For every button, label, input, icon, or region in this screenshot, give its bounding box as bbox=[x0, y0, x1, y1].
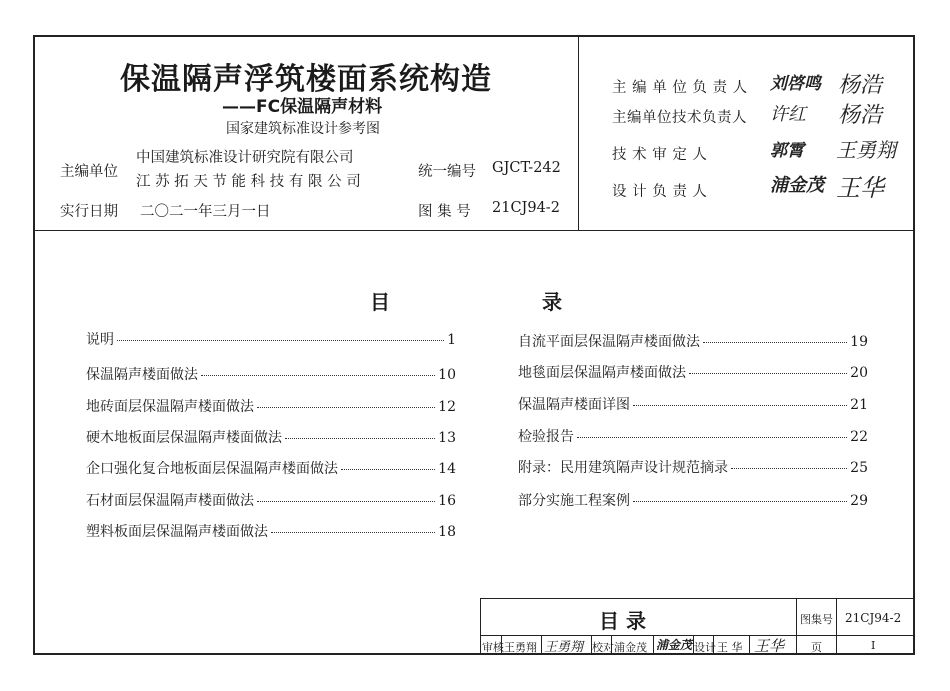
toc-entry-page: 20 bbox=[850, 365, 868, 381]
atlas-number: 21CJ94-2 bbox=[492, 200, 560, 216]
tb-design-label: 设计 bbox=[694, 641, 716, 654]
signature-2a: 许红 bbox=[770, 104, 806, 125]
unified-number: GJCT-242 bbox=[492, 160, 561, 176]
toc-leader bbox=[633, 501, 847, 502]
signature-3a: 郭霄 bbox=[770, 141, 804, 161]
toc-entry-title: 塑料板面层保温隔声楼面做法 bbox=[86, 524, 268, 540]
toc-heading-right: 录 bbox=[542, 290, 562, 314]
tb-page-number: I bbox=[871, 639, 876, 652]
toc-entry-page: 29 bbox=[850, 493, 868, 509]
document-title: 保温隔声浮筑楼面系统构造 bbox=[120, 62, 492, 97]
toc-entry-title: 检验报告 bbox=[518, 429, 574, 445]
tb-designer: 王 华 bbox=[717, 641, 743, 654]
toc-entry-page: 22 bbox=[850, 429, 868, 445]
tb-atlas-label: 图集号 bbox=[800, 613, 833, 626]
toc-entry[interactable] bbox=[518, 394, 868, 414]
toc-entry-title: 说明 bbox=[86, 332, 114, 348]
signature-1b: 杨浩 bbox=[838, 73, 883, 98]
toc-entry-title: 硬木地板面层保温隔声楼面做法 bbox=[86, 430, 282, 446]
toc-entry-page: 19 bbox=[850, 334, 868, 350]
toc-entry-title: 自流平面层保温隔声楼面做法 bbox=[518, 334, 700, 350]
toc-entry[interactable] bbox=[518, 426, 868, 446]
toc-leader bbox=[285, 438, 435, 439]
tb-page-label: 页 bbox=[811, 641, 822, 654]
header-vertical-divider bbox=[578, 35, 579, 231]
signature-4a: 浦金茂 bbox=[770, 175, 824, 196]
toc-leader bbox=[117, 340, 444, 341]
toc-entry[interactable] bbox=[518, 457, 868, 477]
toc-entry-title: 附录：民用建筑隔声设计规范摘录 bbox=[518, 460, 728, 476]
toc-entry-page: 25 bbox=[850, 460, 868, 476]
toc-leader bbox=[731, 468, 847, 469]
toc-leader bbox=[201, 375, 435, 376]
toc-entry-title: 保温隔声楼面详图 bbox=[518, 397, 630, 413]
editor-org-1: 中国建筑标准设计研究院有限公司 bbox=[136, 150, 354, 166]
title-block bbox=[480, 598, 913, 653]
toc-leader bbox=[341, 469, 435, 470]
document-subtitle: ——FC保温隔声材料 bbox=[222, 97, 383, 117]
date-label: 实行日期 bbox=[60, 204, 118, 220]
toc-entry[interactable] bbox=[86, 458, 456, 478]
toc-leader bbox=[257, 407, 435, 408]
toc-leader bbox=[689, 373, 847, 374]
tb-review-label: 审核 bbox=[482, 641, 504, 654]
signature-3b: 王勇翔 bbox=[836, 138, 896, 162]
toc-leader bbox=[257, 501, 435, 502]
toc-entry-title: 石材面层保温隔声楼面做法 bbox=[86, 493, 254, 509]
editor-org-2: 江 苏 拓 天 节 能 科 技 有 限 公 司 bbox=[136, 174, 361, 190]
signature-2b: 杨浩 bbox=[838, 103, 883, 128]
toc-entry-title: 部分实施工程案例 bbox=[518, 493, 630, 509]
unified-number-label: 统一编号 bbox=[418, 164, 476, 180]
toc-leader bbox=[577, 437, 847, 438]
header-divider bbox=[33, 230, 915, 231]
editor-label: 主编单位 bbox=[60, 164, 118, 180]
signature-4b: 王华 bbox=[836, 174, 884, 202]
toc-entry[interactable] bbox=[86, 396, 456, 416]
toc-entry-page: 10 bbox=[438, 367, 456, 383]
tb-line-v bbox=[653, 635, 654, 654]
tb-check-label: 校对 bbox=[592, 641, 614, 654]
effective-date: 二〇二一年三月一日 bbox=[140, 204, 271, 220]
toc-entry-title: 保温隔声楼面做法 bbox=[86, 367, 198, 383]
tb-designer-signature: 王华 bbox=[754, 637, 785, 655]
atlas-number-label: 图 集 号 bbox=[418, 204, 471, 220]
tb-reviewer-signature: 王勇翔 bbox=[544, 640, 584, 655]
toc-entry-page: 16 bbox=[438, 493, 456, 509]
toc-entry-title: 地砖面层保温隔声楼面做法 bbox=[86, 399, 254, 415]
toc-entry[interactable] bbox=[518, 362, 868, 382]
resp-role-3: 技 术 审 定 人 bbox=[612, 147, 708, 163]
tb-checker: 浦金茂 bbox=[614, 641, 647, 654]
toc-entry-page: 12 bbox=[438, 399, 456, 415]
toc-entry[interactable] bbox=[86, 521, 456, 541]
tb-line-v bbox=[541, 635, 542, 654]
toc-entry-page: 18 bbox=[438, 524, 456, 540]
tb-line-v bbox=[836, 599, 837, 654]
tb-atlas-number: 21CJ94-2 bbox=[845, 611, 902, 625]
toc-leader bbox=[633, 405, 847, 406]
tb-line-v bbox=[749, 635, 750, 654]
toc-entry-page: 21 bbox=[850, 397, 868, 413]
tb-sheet-title: 目 录 bbox=[599, 609, 646, 633]
reference-type: 国家建筑标准设计参考图 bbox=[226, 121, 380, 137]
toc-leader bbox=[703, 342, 847, 343]
toc-entry[interactable] bbox=[518, 490, 868, 510]
resp-role-4: 设 计 负 责 人 bbox=[612, 184, 708, 200]
toc-leader bbox=[271, 532, 435, 533]
toc-entry-title: 地毯面层保温隔声楼面做法 bbox=[518, 365, 686, 381]
toc-heading-left: 目 bbox=[370, 290, 390, 314]
toc-entry-title: 企口强化复合地板面层保温隔声楼面做法 bbox=[86, 461, 338, 477]
signature-1a: 刘啓鸣 bbox=[770, 74, 821, 94]
toc-entry[interactable] bbox=[86, 490, 456, 510]
toc-entry-page: 1 bbox=[447, 332, 456, 348]
toc-entry-page: 13 bbox=[438, 430, 456, 446]
resp-role-1: 主 编 单 位 负 责 人 bbox=[612, 80, 748, 96]
toc-entry[interactable] bbox=[86, 364, 456, 384]
toc-entry[interactable] bbox=[518, 331, 868, 351]
toc-entry[interactable] bbox=[86, 427, 456, 447]
toc-entry[interactable] bbox=[86, 329, 456, 349]
tb-reviewer: 王勇翔 bbox=[504, 641, 537, 654]
tb-line-v bbox=[796, 599, 797, 654]
toc-entry-page: 14 bbox=[438, 461, 456, 477]
resp-role-2: 主编单位技术负责人 bbox=[612, 110, 747, 126]
tb-checker-signature: 浦金茂 bbox=[656, 638, 693, 652]
